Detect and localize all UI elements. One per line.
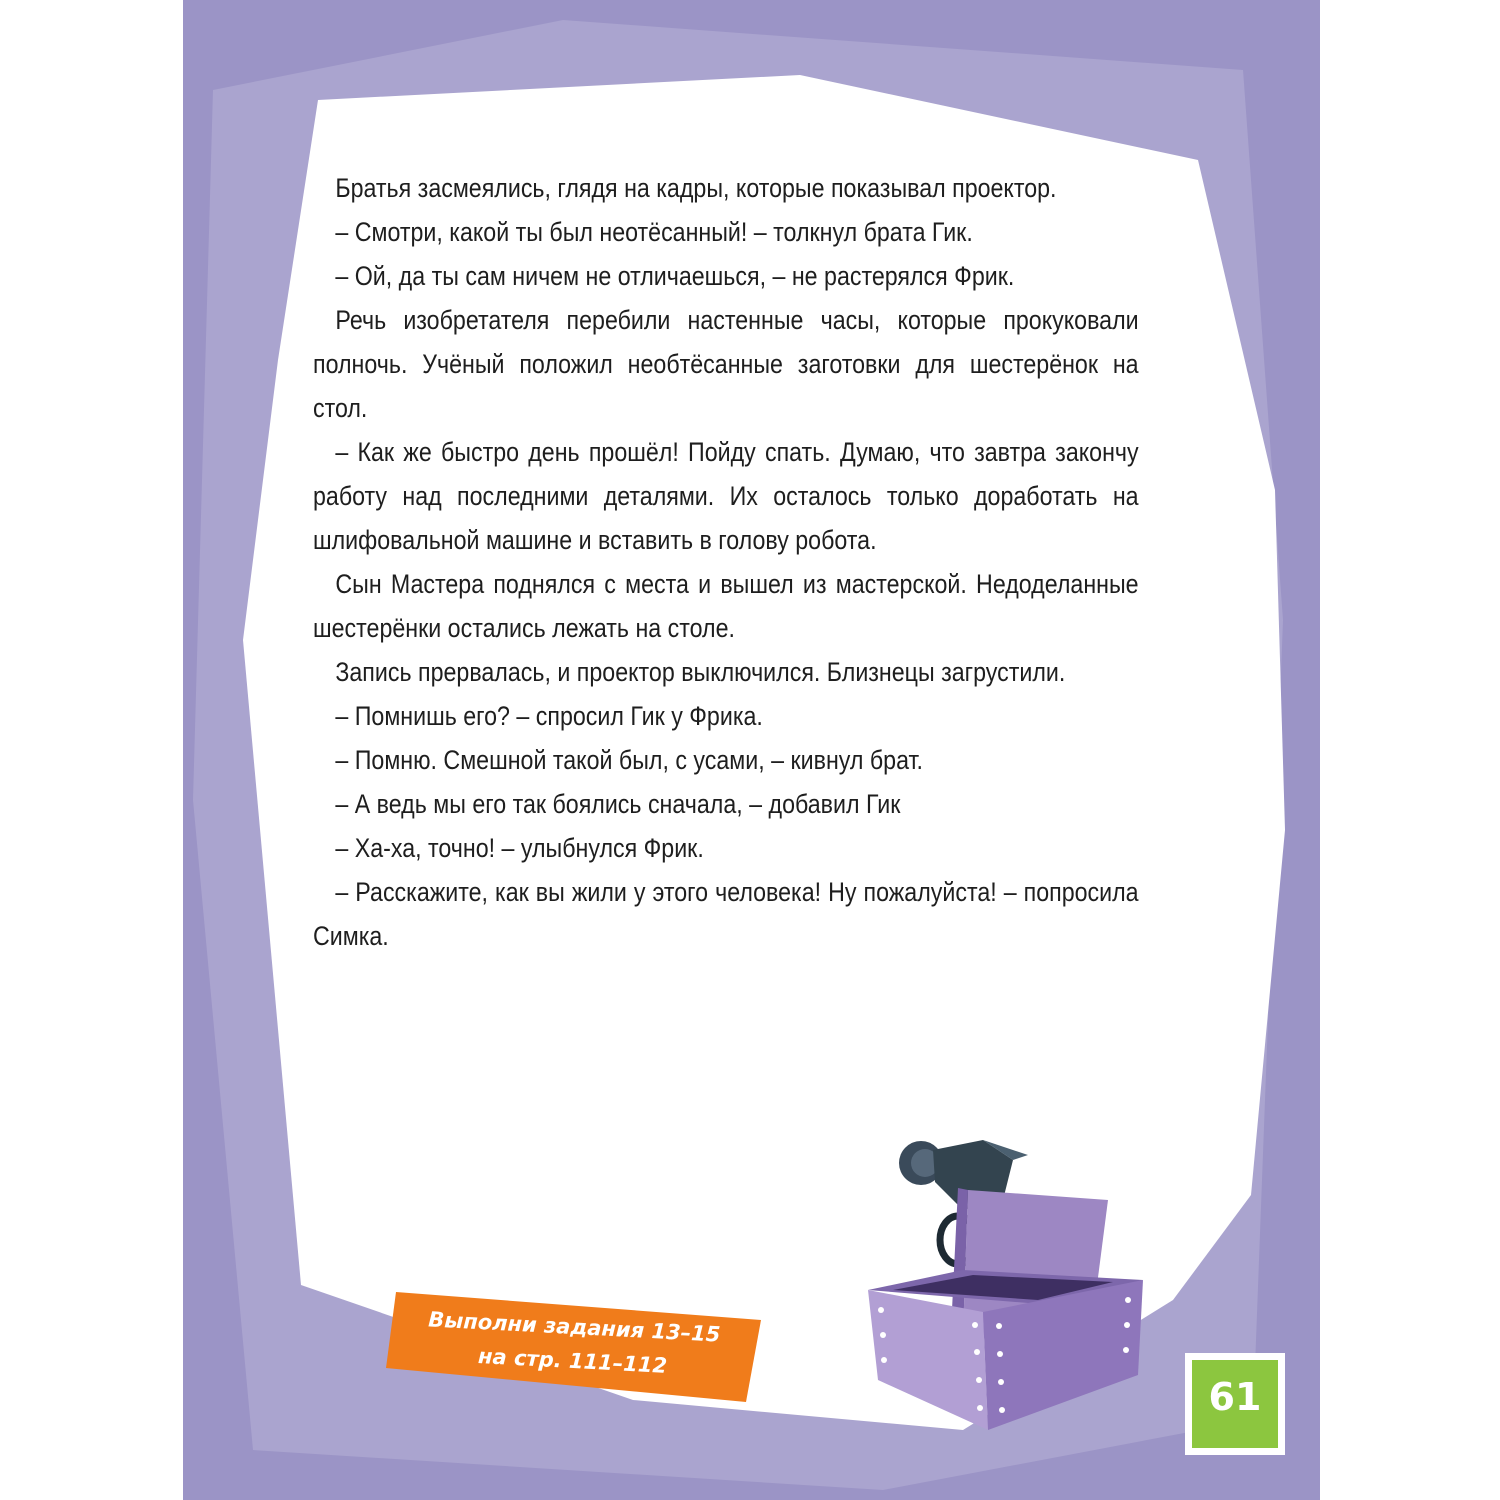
paragraph: Запись прервалась, и проектор выключился. Близнецы загрустили. <box>335 657 1066 687</box>
paragraph: – Помню. Смешной такой был, с усами, – кивнул брат. <box>335 745 924 775</box>
page-number-badge <box>1185 1353 1285 1455</box>
task-line-1: Выполни задания 13–15 <box>427 1307 721 1347</box>
paragraph: – А ведь мы его так боялись сначала, – добавил Гик <box>335 789 901 819</box>
story-text <box>313 166 1139 958</box>
task-badge <box>386 1290 761 1402</box>
paragraph: Сын Мастера поднялся с места и вышел из мастерской. Недоделанные шестерёнки остались лежать на столе. <box>313 569 1139 643</box>
paragraph: – Помнишь его? – спросил Гик у Фрика. <box>335 701 763 731</box>
paragraph: – Ой, да ты сам ничем не отличаешься, – не растерялся Фрик. <box>335 261 1015 291</box>
paragraph: Братья засмеялись, глядя на кадры, которые показывал проектор. <box>335 173 1057 203</box>
page-number: 61 <box>1208 1375 1262 1419</box>
paragraph: – Ха-ха, точно! – улыбнулся Фрик. <box>335 833 704 863</box>
book-page <box>183 0 1320 1500</box>
paragraph: – Как же быстро день прошёл! Пойду спать. Думаю, что завтра закончу работу над последними деталями. Их осталось только доработать на шлифовальной машине и вставить в голову робота. <box>313 437 1139 555</box>
paragraph: – Расскажите, как вы жили у этого человека! Ну пожалуйста! – попросила Симка. <box>313 877 1139 951</box>
paragraph: – Смотри, какой ты был неотёсанный! – толкнул брата Гик. <box>335 217 973 247</box>
paragraph: Речь изобретателя перебили настенные часы, которые прокуковали полночь. Учёный положил необтёсанные заготовки для шестерёнок на стол. <box>313 305 1139 423</box>
projector-box-icon <box>863 1130 1153 1430</box>
task-line-2: на стр. 111–112 <box>477 1344 668 1378</box>
